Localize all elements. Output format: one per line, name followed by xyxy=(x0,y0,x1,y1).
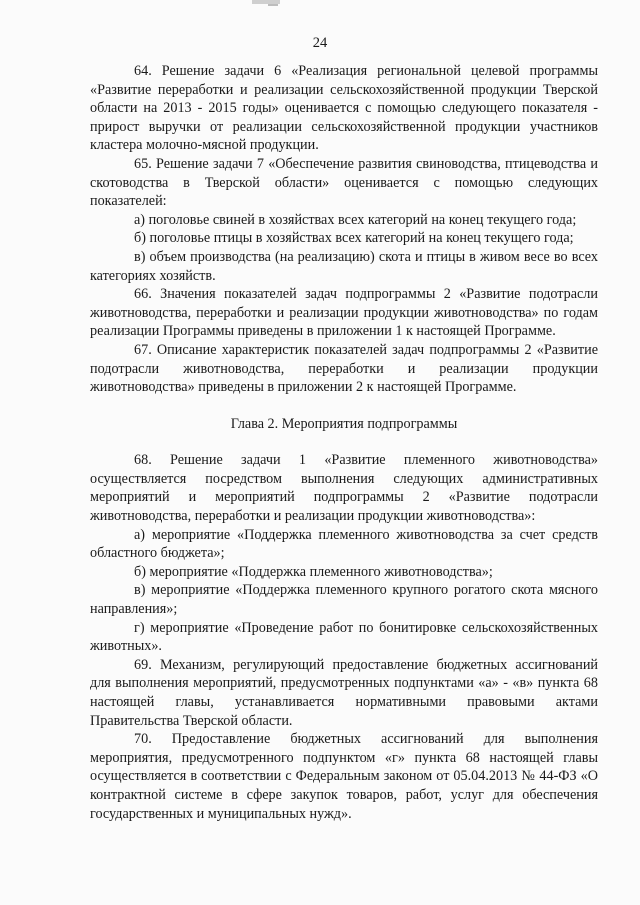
list-item-a: а) поголовье свиней в хозяйствах всех категорий на конец текущего года; xyxy=(134,211,577,228)
chapter-title: Глава 2. Мероприятия подпрограммы xyxy=(230,415,458,432)
list-item-v: в) объем производства (на реализацию) скота и птицы в живом весе во всех категориях хозяйств. xyxy=(90,248,598,284)
paragraph-69: 69. Механизм, регулирующий предоставление бюджетных ассигнований для выполнения мероприятий, предусмотренных подпунктами «а» - «в» пункта 68 настоящей главы, устанавливается нормативными правовыми актами Правительства Тверской области. xyxy=(90,656,598,729)
paragraph-65: 65. Решение задачи 7 «Обеспечение развития свиноводства, птицеводства и скотоводства в Тверской области» оценивается с помощью следующих показателей: xyxy=(90,155,598,210)
page-number: 24 xyxy=(312,35,328,51)
scan-edge-mark xyxy=(268,4,278,6)
document-body xyxy=(90,62,598,823)
list-item-b: б) мероприятие «Поддержка племенного животноводства»; xyxy=(134,563,493,580)
paragraph-68: 68. Решение задачи 1 «Развитие племенного животноводства» осуществляется посредством выполнения следующих административных мероприятий и мероприятий подпрограммы 2 «Развитие подотрасли животноводства, переработки и реализации продукции животноводства»: xyxy=(90,452,598,525)
list-item-g: г) мероприятие «Проведение работ по бонитировке сельскохозяйственных животных». xyxy=(90,619,598,655)
paragraph-64: 64. Решение задачи 6 «Реализация региональной целевой программы «Развитие переработки и реализации сельскохозяйственной продукции Тверской области на 2013 - 2015 годы» оценивается с помощью следующего показателя - прирост выручки от реализации сельскохозяйственной продукции участников кластера молочно-мясной продукции. xyxy=(90,63,598,154)
list-item-v: в) мероприятие «Поддержка племенного крупного рогатого скота мясного направления»; xyxy=(90,582,598,618)
paragraph-67: 67. Описание характеристик показателей задач подпрограммы 2 «Развитие подотрасли животноводства, переработки и реализации продукции животноводства» приведены в приложении 2 к настоящей Программе. xyxy=(90,341,598,396)
list-item-a: а) мероприятие «Поддержка племенного животноводства за счет средств областного бюджета»; xyxy=(90,526,598,562)
paragraph-66: 66. Значения показателей задач подпрограммы 2 «Развитие подотрасли животноводства, переработки и реализации продукции животноводства» по годам реализации Программы приведены в приложении 1 к настоящей Программе. xyxy=(90,286,598,340)
paragraph-70: 70. Предоставление бюджетных ассигнований для выполнения мероприятия, предусмотренного подпунктом «г» пункта 68 настоящей главы осуществляется в соответствии с Федеральным законом от 05.04.2013 № 44-ФЗ «О контрактной системе в сфере закупок товаров, работ, услуг для обеспечения государственных и муниципальных нужд». xyxy=(90,731,598,822)
list-item-b: б) поголовье птицы в хозяйствах всех категорий на конец текущего года; xyxy=(134,230,574,247)
